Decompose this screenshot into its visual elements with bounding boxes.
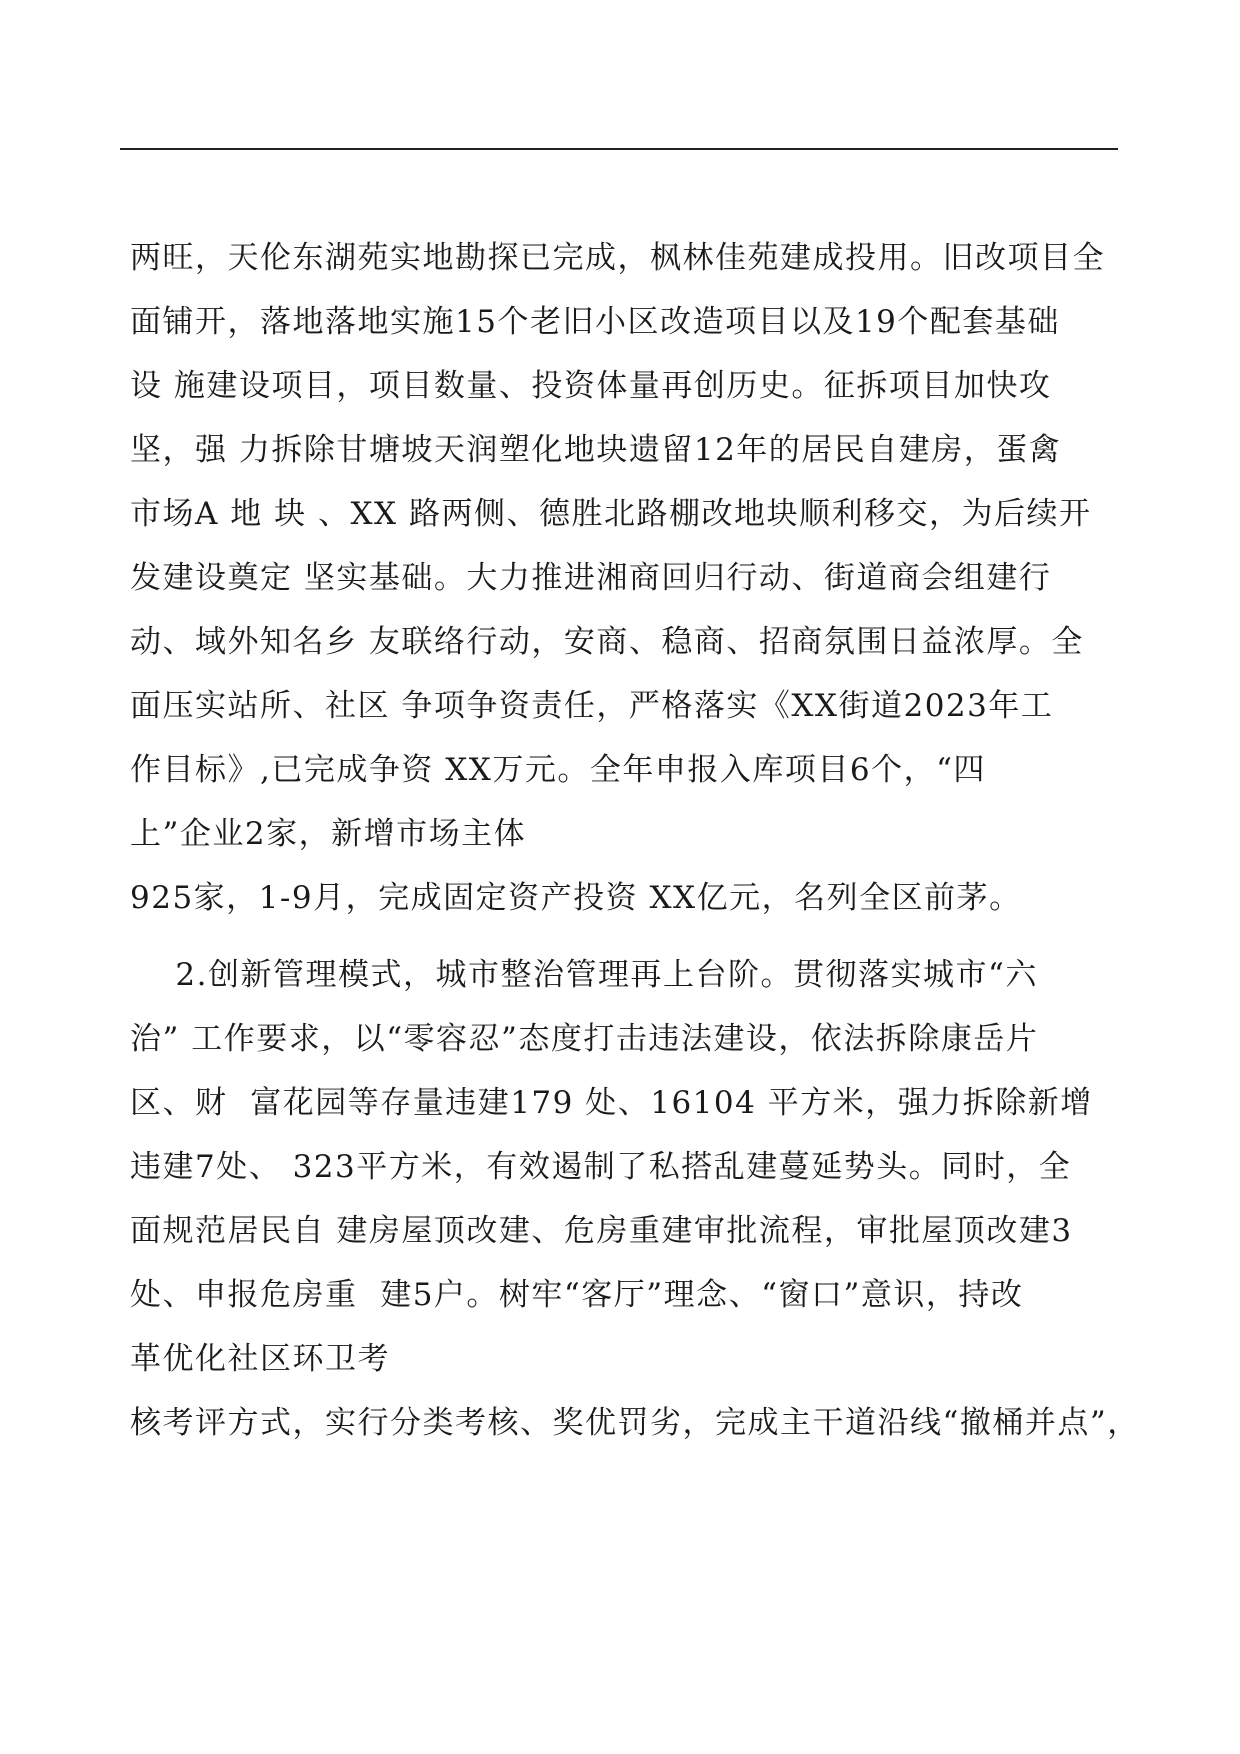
text-line: 面铺开，落地落地实施15个老旧小区改造项目以及19个配套基础: [130, 304, 1060, 340]
text-line: 坚，强 力拆除甘塘坡天润塑化地块遗留12年的居民自建房，蛋禽: [130, 432, 1062, 468]
text-line: 发建设奠定 坚实基础。大力推进湘商回归行动、街道商会组建行: [130, 560, 1052, 596]
text-line: 治” 工作要求，以“零容忍”态度打击违法建设，依法拆除康岳片: [130, 1021, 1039, 1057]
text-line: 两旺，天伦东湖苑实地勘探已完成，枫林佳苑建成投用。旧改项目全: [130, 240, 1105, 276]
text-line: 区、财 富花园等存量违建179 处、16104 平方米，强力拆除新增: [130, 1085, 1093, 1121]
text-line: 处、申报危房重 建5户。树牢“客厅”理念、“窗口”意识，持改: [130, 1277, 1024, 1313]
text-line: 革优化社区环卫考: [130, 1341, 390, 1377]
text-line: 核考评方式，实行分类考核、奖优罚劣，完成主干道沿线“撤桶并点”，: [130, 1405, 1140, 1441]
text-line: 作目标》,已完成争资 XX万元。全年申报入库项目6个，“四: [130, 752, 986, 788]
text-line: 上”企业2家，新增市场主体: [130, 816, 527, 852]
text-line: 市场A 地 块 、XX 路两侧、德胜北路棚改地块顺利移交，为后续开: [130, 496, 1092, 532]
text-line: 违建7处、 323平方米，有效遏制了私搭乱建蔓延势头。同时，全: [130, 1149, 1072, 1185]
text-line: 2.创新管理模式，城市整治管理再上台阶。贯彻落实城市“六: [130, 957, 1038, 993]
text-line: 925家，1-9月，完成固定资产投资 XX亿元，名列全区前茅。: [130, 880, 1022, 916]
text-line: 设 施建设项目，项目数量、投资体量再创历史。征拆项目加快攻: [130, 368, 1052, 404]
header-rule: [120, 148, 1118, 150]
text-line: 面规范居民自 建房屋顶改建、危房重建审批流程，审批屋顶改建3: [130, 1213, 1073, 1249]
text-line: 动、域外知名乡 友联络行动，安商、稳商、招商氛围日益浓厚。全: [130, 624, 1084, 660]
text-line: 面压实站所、社区 争项争资责任，严格落实《XX街道2023年工: [130, 688, 1054, 724]
